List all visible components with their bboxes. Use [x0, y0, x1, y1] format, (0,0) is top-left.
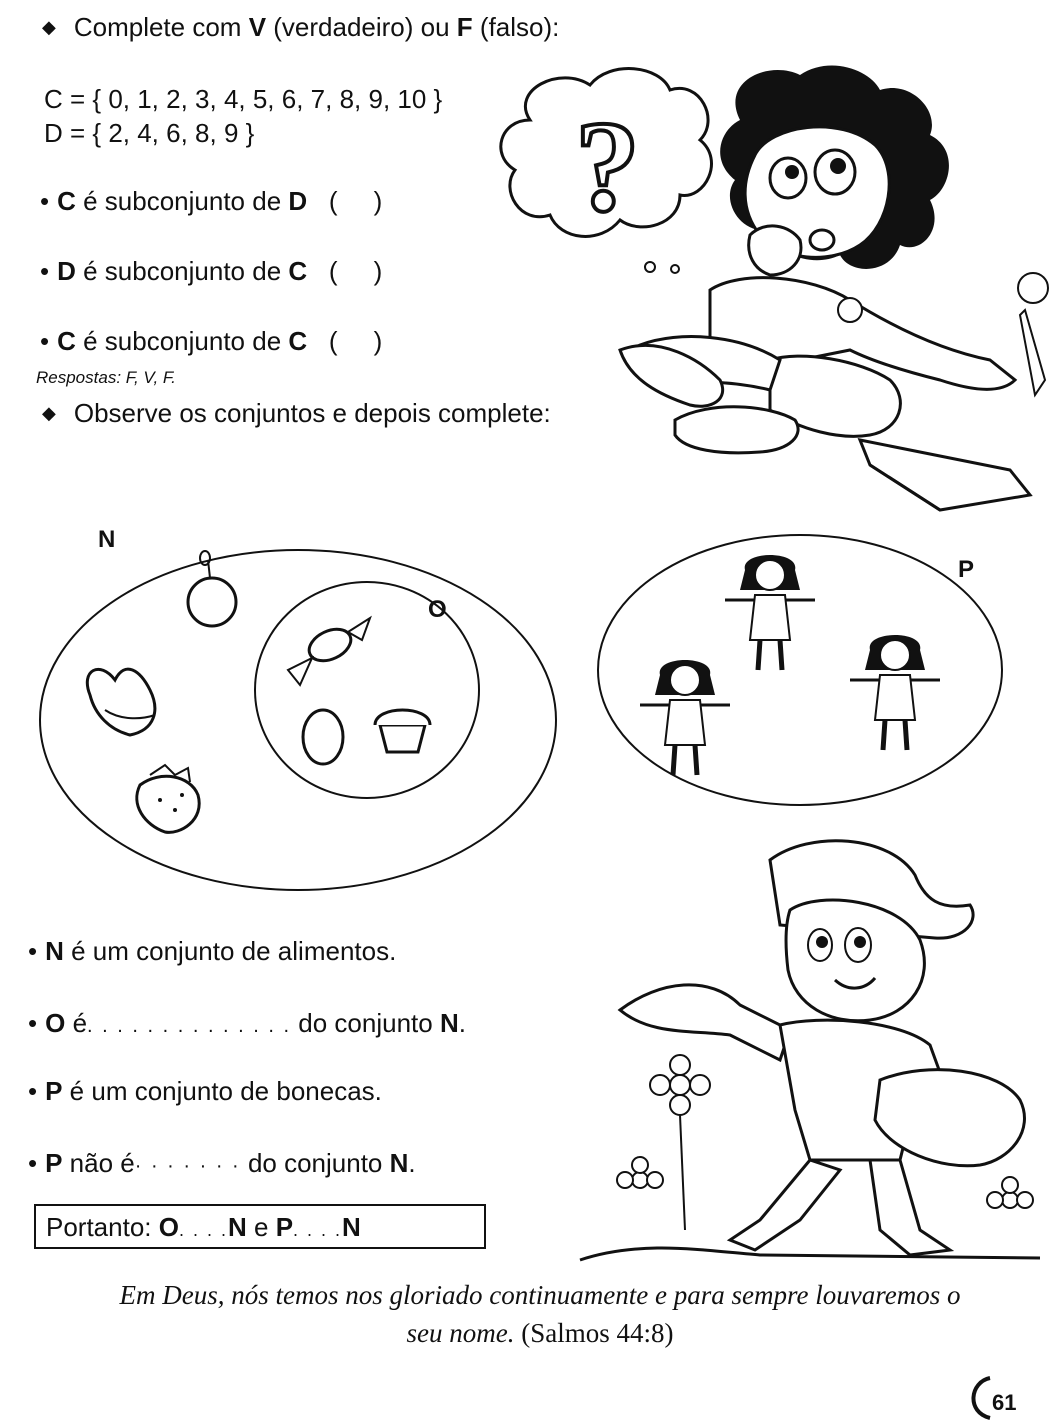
page-number: 61	[992, 1390, 1017, 1415]
set-o-label: O	[428, 596, 447, 623]
set-p-label: P	[958, 556, 975, 583]
boy-illustration	[580, 830, 1050, 1270]
doll-icon	[640, 660, 730, 775]
apple-icon	[188, 551, 236, 626]
bear-topper-icon	[1018, 273, 1048, 303]
venn-diagram-n-o	[30, 520, 560, 900]
answer-blank[interactable]: ( )	[328, 186, 383, 216]
answer-blank[interactable]: ( )	[328, 326, 383, 356]
doll-icon	[850, 635, 940, 750]
statement-c-subset-c: • C é subconjunto de C ( )	[40, 326, 383, 356]
flower-icon	[617, 1157, 663, 1188]
statement-o: • O é. . . . . . . . . . . . . . do conjunto N.	[28, 1008, 466, 1038]
question-mark-icon: ?	[575, 95, 640, 239]
flower-icon	[987, 1177, 1033, 1208]
doll-icon	[725, 555, 815, 670]
instruction-2: ◆ Observe os conjuntos e depois complete:	[42, 398, 551, 428]
thinking-girl-illustration	[470, 60, 1060, 520]
bible-quote: Em Deus, nós temos nos gloriado continuamente e para sempre louvaremos o seu nome. (Salmos 44:8)	[119, 1280, 961, 1348]
cupcake-icon	[375, 710, 430, 752]
strawberry-icon	[137, 765, 199, 832]
fill-in-blank[interactable]: . . . .	[178, 1220, 228, 1240]
diamond-bullet-icon: ◆	[42, 403, 56, 423]
answer-blank[interactable]: ( )	[328, 256, 383, 286]
flower-icon	[650, 1055, 710, 1230]
statement-d-subset-c: • D é subconjunto de C ( )	[40, 256, 383, 286]
outstretched-hand	[620, 985, 790, 1060]
statement-p-not: • P não é· · · · · · · do conjunto N.	[28, 1148, 416, 1178]
set-n-label: N	[98, 526, 116, 553]
statement-p: • P é um conjunto de bonecas.	[28, 1076, 382, 1106]
statement-c-subset-d: • C é subconjunto de D ( )	[40, 186, 383, 216]
venn-diagram-p	[595, 530, 1015, 810]
fill-in-blank[interactable]: · · · · · · ·	[134, 1155, 241, 1177]
banana-icon	[87, 669, 155, 735]
set-d-definition: D = { 2, 4, 6, 8, 9 }	[44, 118, 255, 148]
grass-ground	[580, 1248, 1040, 1260]
fill-in-blank[interactable]: . . . .	[293, 1220, 343, 1240]
pencil-icon	[1020, 310, 1045, 395]
diamond-bullet-icon: ◆	[42, 17, 56, 37]
candy-icon	[288, 618, 370, 685]
sneaker-icon	[675, 407, 798, 453]
answers-note: Respostas: F, V, F.	[36, 368, 176, 387]
set-c-definition: C = { 0, 1, 2, 3, 4, 5, 6, 7, 8, 9, 10 }	[44, 84, 443, 114]
conclusion-box: Portanto: O. . . .N e P. . . .N	[34, 1204, 486, 1249]
statement-n: • N é um conjunto de alimentos.	[28, 936, 397, 966]
set-p-ellipse	[598, 535, 1002, 805]
fill-in-blank[interactable]: . . . . . . . . . . . . . .	[87, 1015, 292, 1037]
egg-icon	[303, 710, 343, 764]
instruction-1: ◆ Complete com V (verdadeiro) ou F (falso):	[42, 12, 560, 42]
